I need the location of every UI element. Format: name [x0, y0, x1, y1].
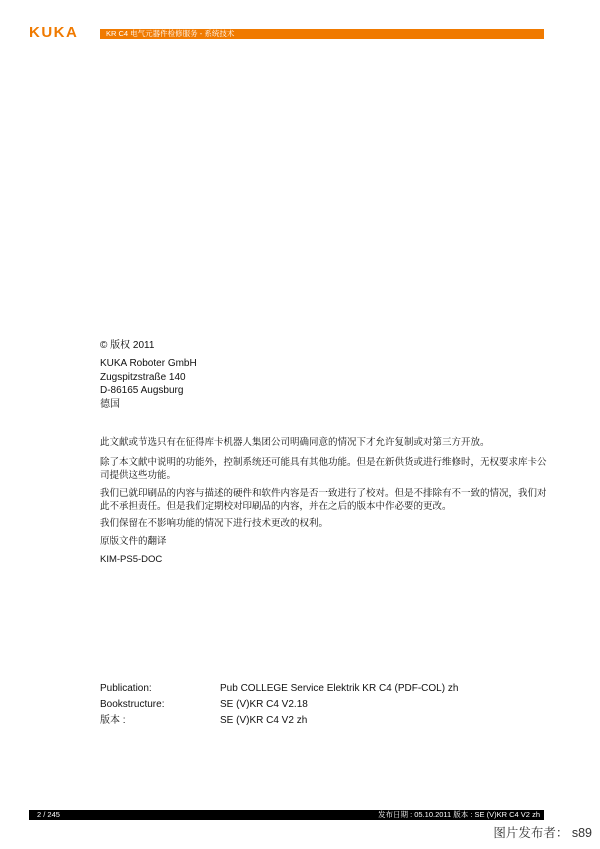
header-title: KR C4 电气元器件检修服务 - 系统技术 [106, 29, 235, 38]
version-row [100, 714, 560, 728]
watermark-text: 图片发布者： s89 [493, 826, 592, 840]
address-country: 德国 [100, 398, 120, 410]
header-bar [100, 29, 544, 39]
paragraph-proofreading: 我们已就印刷品的内容与描述的硬件和软件内容是否一致进行了校对。但是不排除有不一致的情况，我们对此不承担责任。但是我们定期校对印刷品的内容，并在之后的版本中作必要的更改。 [100, 488, 547, 512]
address-city: D-86165 Augsburg [100, 385, 184, 397]
footer-bar [29, 810, 544, 820]
version-label: 版本 : [100, 715, 126, 726]
bookstructure-label: Bookstructure: [100, 699, 165, 710]
address-company: KUKA Roboter GmbH [100, 358, 197, 369]
address-block [100, 357, 197, 411]
paragraph-translation: 原版文件的翻译 [100, 536, 167, 547]
document-code: KIM-PS5-DOC [100, 554, 163, 565]
copyright-line: © 版权 2011 [100, 340, 155, 351]
bookstructure-row [100, 698, 560, 712]
publication-value: Pub COLLEGE Service Elektrik KR C4 (PDF-COL) zh [220, 683, 459, 694]
paragraph-copy-rights: 此文献或节选只有在征得库卡机器人集团公司明确同意的情况下才允许复制或对第三方开放。 [100, 437, 490, 448]
bookstructure-value: SE (V)KR C4 V2.18 [220, 699, 308, 710]
issue-info: 发布日期 : 05.10.2011 版本 : SE (V)KR C4 V2 zh [377, 810, 540, 819]
address-street: Zugspitzstraße 140 [100, 371, 186, 383]
publication-label: Publication: [100, 683, 152, 694]
version-value: SE (V)KR C4 V2 zh [220, 715, 308, 726]
page-number: 2 / 245 [37, 810, 60, 819]
kuka-logo: KUKA [29, 24, 79, 41]
paragraph-functions: 除了本文献中说明的功能外，控制系统还可能具有其他功能。但是在新供货或进行维修时，无权要求库卡公司提供这些功能。 [100, 457, 547, 481]
paragraph-technical-changes: 我们保留在不影响功能的情况下进行技术更改的权利。 [100, 518, 329, 529]
publication-row [100, 682, 560, 696]
